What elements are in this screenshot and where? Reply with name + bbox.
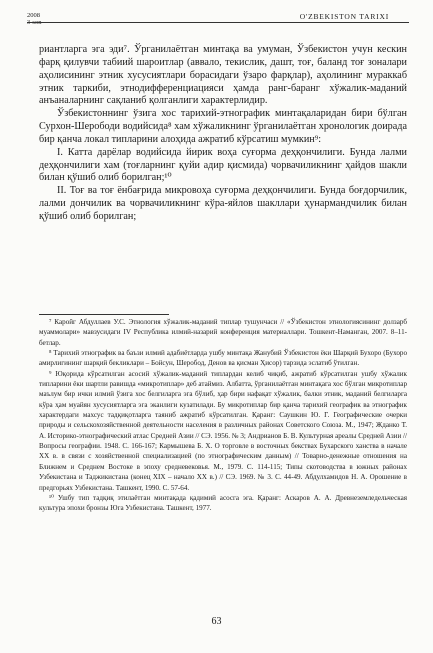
header-year: 2008 bbox=[27, 12, 40, 19]
page-number: 63 bbox=[211, 616, 222, 627]
header-issue: 3-son bbox=[27, 19, 42, 26]
paragraph-1: риантларга эга эди⁷. Ўрганилаётган минтақа ва умуман, Ўзбекистон учун кескин фарқ қилувчи табиий шароитлар (аввало, текислик, дашт, тоғ, баланд тоғ зоналари аҳолисининг этник хусусиятлари борасидаги ўзаро фарқлар), аҳолининг мураккаб этник таркиби, этнодифференциацияси ҳамда ранг-баранг хўжалик-маданий анъаналарнинг сақланиб қолганлиги характерлидир. bbox=[39, 44, 407, 107]
footnote-rule bbox=[39, 314, 169, 315]
footnote-9: ⁹ Юқорида кўрсатилган асосий хўжалик-маданий типлардан келиб чиқиб, ажратиб кўрсатилган ушбу хўжалик типларини ёки шартли равишда «микротиплар» деб атаймиз. Албатта, ўрганилаётган минтақага хос бўлган микротиплар маълум бир ички илмий ўзига хос белгиларга эга бўлиб, ҳар бири нафақат хўжалик, балки этник, маданий белгиларга кўра ҳам муайян хусусиятларга эга эканлиги кузатилади. Бу микротиплар бир қанча тарихий географик ва этнографик характердаги махсус тадқиқотларга таяниб ажратиб кўрсатилган. Қаранг: Саушкин Ю. Г. Географические очерки природы и сельскохозяйственной деятельности населения в различных районах Советского Союза. М., 1947; Жданко Т. А. Историко-этнографический атлас Средней Азии // СЭ. 1956. № 3; Андрианов Б. В. Культурная ареалы Средней Азии // Вопросы географии. 1948. С. 166-167; Кармышева Б. Х. О торговле в восточных бекствах Бухарского ханства в начале XX в. в связи с хозяйственной специализацией (по этнографическим данным) // Товарно-денежные отношения на Ближнем и Среднем Востоке в эпоху средневековья. М., 1979. С. 114-115; Типы скотоводства в южных районах Узбекистана и Таджикистана (конец XIX – начало XX в.) // СЭ. 1969. № 3. С. 44-49. Абдулхамидов Н. А. Орошение в предгорьях Узбекистана. Ташкент, 1990. С. 57-64. bbox=[39, 369, 407, 492]
header-rule bbox=[27, 22, 409, 23]
footnote-7: ⁷ Кароӣг Абдуллаев У.С. Этнология хўжалик-маданий типлар тушунчаси // «Ўзбекистон этнологиясининг долзарб муаммолари» мавзусидаги IV Республика илмий-назарий конференция материаллари. Тошкент-Наманган, 2007. 8–11-бетлар. bbox=[39, 318, 407, 347]
main-text bbox=[39, 44, 407, 224]
footnote-8: ⁸ Тарихий этнографик ва баъзи илмий адабиётларда ушбу минтақа Жанубий Ўзбекистон ёки Шарқий Бухоро (Бухоро амирлигининг шарқий бекликлари – Бойсун, Шеробод, Денов ва қисман Ҳисор) тарзида эслатиб ўтилган. bbox=[39, 349, 407, 368]
journal-title: O'ZBEKISTON TARIXI bbox=[299, 12, 389, 21]
paragraph-4: II. Тоғ ва тоғ ёнбағрида микровоҳа суғорма деҳқончилиги. Бунда боғдорчилик, лалми дончилик ва чорвачиликнинг кўра-яйлов шакллари ҳунармандчилик билан қўшиб олиб борилган; bbox=[39, 185, 407, 222]
footnote-10: ¹⁰ Ушбу тип тадқиқ этилаётган минтақада қадимий асосга эга. Қаранг: Аскаров А. А. Древнеземледельческая культура эпохи бронзы Юга Узбекистана. Ташкент, 1977. bbox=[39, 493, 407, 513]
paragraph-3: I. Катта дарёлар водийсида йирик воҳа суғорма деҳқончилиги. Бунда лалми деҳқончилиги хам (тоғларнинг қуйи адир қисмида) чорвачиликнинг ҳайдов шакли билан қўшиб олиб борилган;¹⁰ bbox=[39, 146, 407, 184]
running-header-left bbox=[27, 12, 41, 26]
footnotes bbox=[39, 317, 407, 514]
paragraph-2: Ўзбекистоннинг ўзига хос тарихий-этнографик минтақаларидан бири бўлган Сурхон-Шерободи водийсида⁸ хам хўжаликнинг ўрганилаётган хронологик доирада бир қанча локал типларини алоҳида ажратиб кўрсатиш мумкин⁹: bbox=[39, 108, 407, 145]
